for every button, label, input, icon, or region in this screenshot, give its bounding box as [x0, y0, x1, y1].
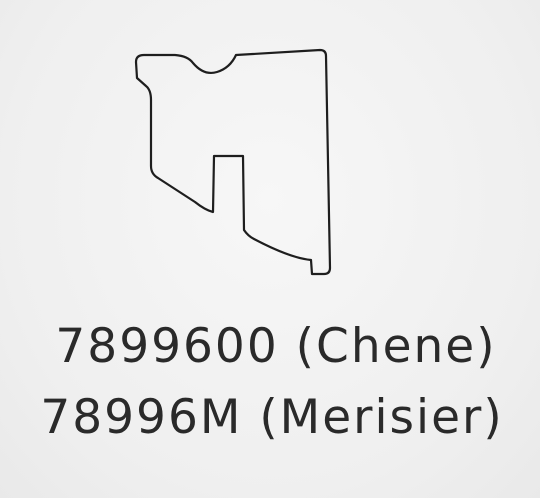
reference-oak-label: 7899600 (Chene) — [55, 319, 497, 374]
profile-path — [136, 50, 330, 274]
reference-cherry-label: 78996M (Merisier) — [40, 390, 504, 445]
